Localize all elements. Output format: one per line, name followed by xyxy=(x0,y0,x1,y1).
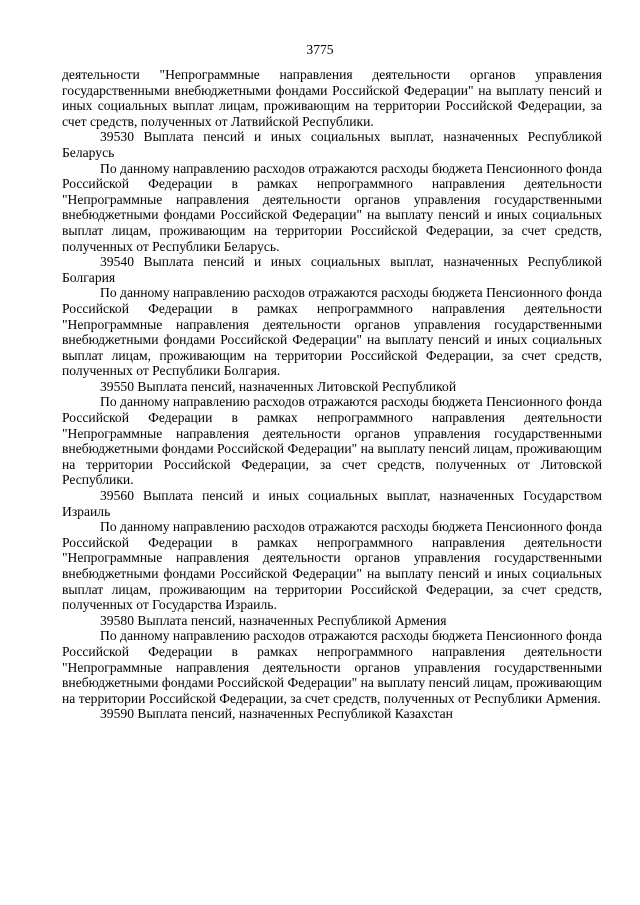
paragraph: По данному направлению расходов отражаются расходы бюджета Пенсионного фонда Российской Федерации в рамках непрограммного направления деятельности "Непрограммные направления деятельности органов управления государственными внебюджетными фондами Российской Федерации" на выплату пенсий и иных социальных выплат лицам, проживающим на территории Российской Федерации, за счет средств, полученных от Государства Израиль. xyxy=(62,519,602,613)
section-heading: 39590 Выплата пенсий, назначенных Республикой Казахстан xyxy=(100,706,453,722)
section-heading: 39580 Выплата пенсий, назначенных Республикой Армения xyxy=(100,612,447,628)
page-number: 3775 xyxy=(306,42,334,57)
paragraph: По данному направлению расходов отражаются расходы бюджета Пенсионного фонда Российской Федерации в рамках непрограммного направления деятельности "Непрограммные направления деятельности органов управления государственными внебюджетными фондами Российской Федерации" на выплату пенсий лицам, проживающим на территории Российской Федерации, за счет средств, полученных от Литовской Республики. xyxy=(62,394,602,488)
section-heading: 39560 Выплата пенсий и иных социальных выплат, назначенных Государством Израиль xyxy=(62,488,602,519)
section-heading: 39550 Выплата пенсий, назначенных Литовской Республикой xyxy=(100,378,457,394)
paragraph: По данному направлению расходов отражаются расходы бюджета Пенсионного фонда Российской Федерации в рамках непрограммного направления деятельности "Непрограммные направления деятельности органов управления государственными внебюджетными фондами Российской Федерации" на выплату пенсий и иных социальных выплат лицам, проживающим на территории Российской Федерации, за счет средств, полученных от Республики Болгария. xyxy=(62,285,602,379)
paragraph: По данному направлению расходов отражаются расходы бюджета Пенсионного фонда Российской Федерации в рамках непрограммного направления деятельности "Непрограммные направления деятельности органов управления государственными внебюджетными фондами Российской Федерации" на выплату пенсий и иных социальных выплат лицам, проживающим на территории Российской Федерации, за счет средств, полученных от Республики Беларусь. xyxy=(62,160,602,254)
section-heading: 39540 Выплата пенсий и иных социальных выплат, назначенных Республикой Болгария xyxy=(62,254,602,285)
paragraph: деятельности "Непрограммные направления деятельности органов управления государственными внебюджетными фондами Российской Федерации" на выплату пенсий и иных социальных выплат лицам, проживающим на территории Российской Федерации, за счет средств, полученных от Латвийской Республики. xyxy=(62,67,602,129)
document-body xyxy=(62,67,602,722)
section-heading: 39530 Выплата пенсий и иных социальных выплат, назначенных Республикой Беларусь xyxy=(62,129,602,160)
paragraph: По данному направлению расходов отражаются расходы бюджета Пенсионного фонда Российской Федерации в рамках непрограммного направления деятельности "Непрограммные направления деятельности органов управления государственными внебюджетными фондами Российской Федерации" на выплату пенсий лицам, проживающим на территории Российской Федерации, за счет средств, полученных от Республики Армения. xyxy=(62,628,602,706)
